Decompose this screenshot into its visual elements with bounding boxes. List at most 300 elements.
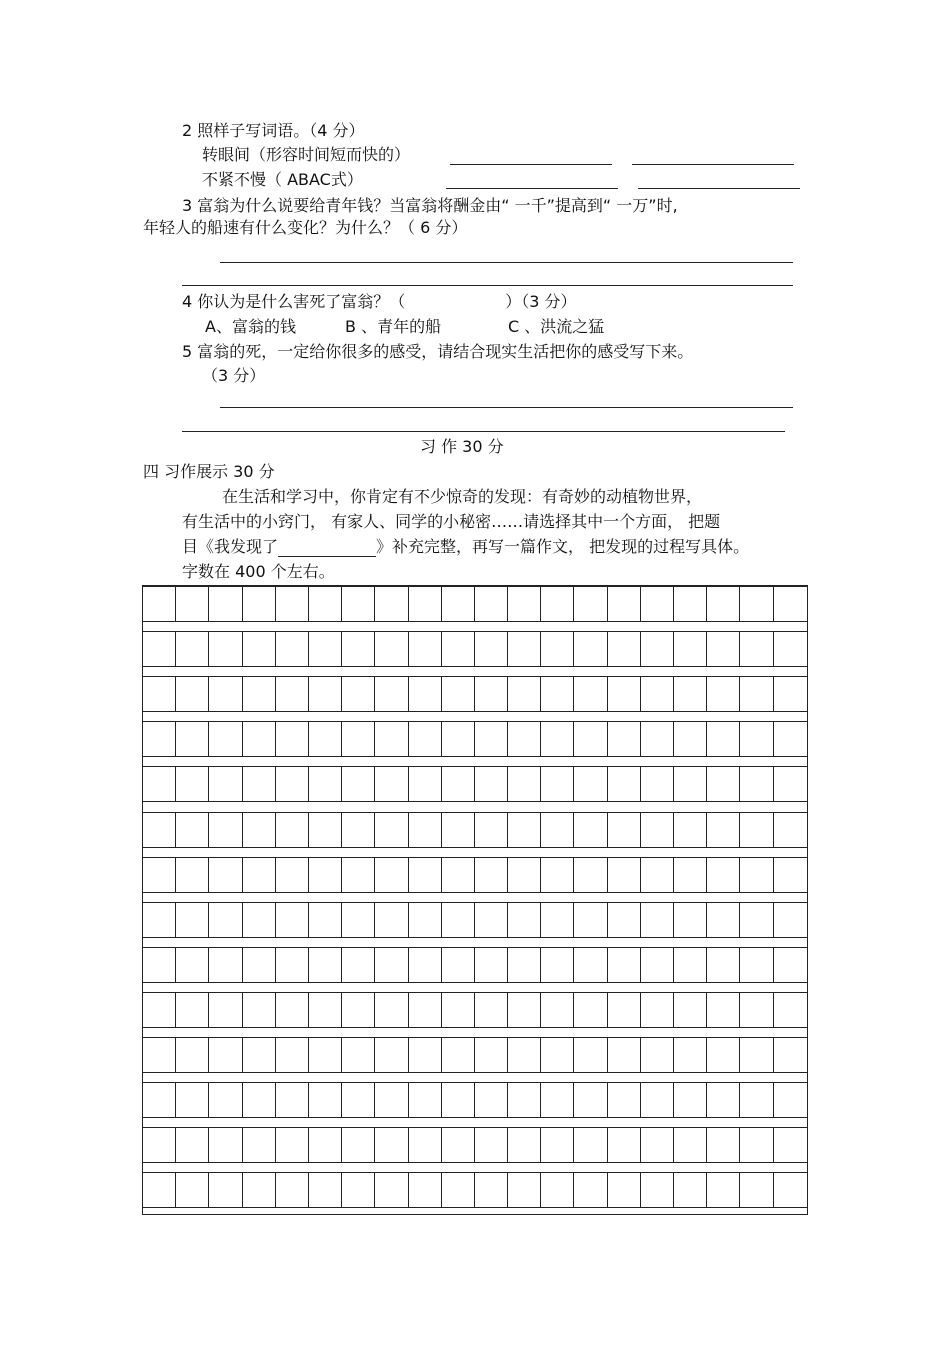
- grid-cell[interactable]: [342, 767, 375, 801]
- grid-cell[interactable]: [608, 1128, 641, 1162]
- grid-cell[interactable]: [276, 722, 309, 756]
- grid-cell[interactable]: [508, 1038, 541, 1072]
- grid-cell[interactable]: [574, 587, 607, 621]
- grid-cell[interactable]: [475, 858, 508, 892]
- grid-cell[interactable]: [276, 767, 309, 801]
- grid-cell[interactable]: [143, 632, 176, 666]
- grid-cell[interactable]: [740, 632, 773, 666]
- grid-cell[interactable]: [707, 767, 740, 801]
- grid-cell[interactable]: [442, 1173, 475, 1207]
- grid-cell[interactable]: [508, 587, 541, 621]
- grid-cell[interactable]: [442, 632, 475, 666]
- grid-cell[interactable]: [774, 632, 807, 666]
- grid-cell[interactable]: [674, 948, 707, 982]
- grid-cell[interactable]: [508, 993, 541, 1027]
- grid-cell[interactable]: [442, 903, 475, 937]
- grid-cell[interactable]: [276, 1083, 309, 1117]
- grid-cell[interactable]: [475, 767, 508, 801]
- grid-row[interactable]: [143, 902, 807, 938]
- grid-cell[interactable]: [740, 1173, 773, 1207]
- grid-cell[interactable]: [409, 948, 442, 982]
- grid-cell[interactable]: [243, 1128, 276, 1162]
- grid-row[interactable]: [143, 947, 807, 983]
- grid-cell[interactable]: [143, 993, 176, 1027]
- grid-cell[interactable]: [143, 587, 176, 621]
- grid-cell[interactable]: [342, 993, 375, 1027]
- grid-cell[interactable]: [475, 632, 508, 666]
- grid-cell[interactable]: [143, 948, 176, 982]
- grid-cell[interactable]: [774, 587, 807, 621]
- grid-cell[interactable]: [442, 677, 475, 711]
- grid-cell[interactable]: [674, 632, 707, 666]
- grid-cell[interactable]: [375, 587, 408, 621]
- grid-cell[interactable]: [608, 1083, 641, 1117]
- grid-cell[interactable]: [774, 993, 807, 1027]
- grid-cell[interactable]: [276, 903, 309, 937]
- grid-cell[interactable]: [774, 858, 807, 892]
- grid-cell[interactable]: [143, 1173, 176, 1207]
- grid-cell[interactable]: [243, 1083, 276, 1117]
- grid-cell[interactable]: [707, 948, 740, 982]
- grid-cell[interactable]: [574, 858, 607, 892]
- grid-cell[interactable]: [608, 767, 641, 801]
- grid-cell[interactable]: [508, 1083, 541, 1117]
- grid-cell[interactable]: [541, 587, 574, 621]
- grid-cell[interactable]: [707, 1128, 740, 1162]
- grid-cell[interactable]: [574, 632, 607, 666]
- grid-cell[interactable]: [276, 858, 309, 892]
- grid-row[interactable]: [143, 631, 807, 667]
- grid-cell[interactable]: [608, 813, 641, 847]
- grid-cell[interactable]: [674, 587, 707, 621]
- grid-cell[interactable]: [209, 632, 242, 666]
- grid-cell[interactable]: [740, 993, 773, 1027]
- grid-cell[interactable]: [209, 858, 242, 892]
- grid-cell[interactable]: [574, 677, 607, 711]
- grid-row[interactable]: [143, 676, 807, 712]
- grid-cell[interactable]: [574, 1083, 607, 1117]
- grid-cell[interactable]: [541, 632, 574, 666]
- grid-cell[interactable]: [508, 767, 541, 801]
- grid-cell[interactable]: [176, 722, 209, 756]
- grid-cell[interactable]: [674, 1128, 707, 1162]
- writing-grid[interactable]: [142, 585, 808, 1215]
- grid-cell[interactable]: [243, 722, 276, 756]
- grid-cell[interactable]: [641, 1038, 674, 1072]
- grid-cell[interactable]: [375, 948, 408, 982]
- grid-cell[interactable]: [641, 948, 674, 982]
- grid-cell[interactable]: [641, 722, 674, 756]
- grid-cell[interactable]: [508, 632, 541, 666]
- q2-row2-blank-1[interactable]: [446, 188, 618, 189]
- grid-cell[interactable]: [674, 903, 707, 937]
- grid-cell[interactable]: [674, 813, 707, 847]
- grid-cell[interactable]: [641, 813, 674, 847]
- grid-cell[interactable]: [276, 1038, 309, 1072]
- grid-cell[interactable]: [309, 1128, 342, 1162]
- grid-cell[interactable]: [209, 722, 242, 756]
- grid-row[interactable]: [143, 1127, 807, 1163]
- grid-cell[interactable]: [774, 813, 807, 847]
- grid-cell[interactable]: [176, 1038, 209, 1072]
- grid-cell[interactable]: [674, 993, 707, 1027]
- grid-cell[interactable]: [375, 767, 408, 801]
- grid-cell[interactable]: [508, 903, 541, 937]
- grid-cell[interactable]: [574, 722, 607, 756]
- grid-cell[interactable]: [641, 993, 674, 1027]
- grid-cell[interactable]: [475, 722, 508, 756]
- grid-cell[interactable]: [176, 903, 209, 937]
- grid-cell[interactable]: [774, 1128, 807, 1162]
- grid-cell[interactable]: [541, 993, 574, 1027]
- grid-cell[interactable]: [707, 813, 740, 847]
- grid-cell[interactable]: [707, 587, 740, 621]
- grid-cell[interactable]: [740, 1038, 773, 1072]
- grid-row[interactable]: [143, 1082, 807, 1118]
- grid-cell[interactable]: [442, 993, 475, 1027]
- grid-cell[interactable]: [176, 1128, 209, 1162]
- grid-cell[interactable]: [375, 722, 408, 756]
- grid-cell[interactable]: [143, 722, 176, 756]
- grid-cell[interactable]: [209, 587, 242, 621]
- grid-cell[interactable]: [674, 858, 707, 892]
- q2-row1-blank-2[interactable]: [632, 164, 794, 165]
- grid-cell[interactable]: [574, 948, 607, 982]
- grid-cell[interactable]: [375, 1083, 408, 1117]
- grid-cell[interactable]: [309, 903, 342, 937]
- grid-cell[interactable]: [243, 1038, 276, 1072]
- grid-cell[interactable]: [674, 1083, 707, 1117]
- grid-cell[interactable]: [475, 587, 508, 621]
- grid-cell[interactable]: [608, 677, 641, 711]
- grid-cell[interactable]: [475, 903, 508, 937]
- grid-cell[interactable]: [309, 632, 342, 666]
- grid-cell[interactable]: [143, 903, 176, 937]
- grid-cell[interactable]: [342, 948, 375, 982]
- grid-cell[interactable]: [243, 903, 276, 937]
- grid-cell[interactable]: [541, 1083, 574, 1117]
- grid-cell[interactable]: [641, 1128, 674, 1162]
- grid-cell[interactable]: [740, 587, 773, 621]
- grid-cell[interactable]: [243, 858, 276, 892]
- grid-cell[interactable]: [276, 993, 309, 1027]
- grid-cell[interactable]: [309, 858, 342, 892]
- grid-cell[interactable]: [309, 722, 342, 756]
- grid-cell[interactable]: [475, 1128, 508, 1162]
- grid-cell[interactable]: [641, 1083, 674, 1117]
- grid-cell[interactable]: [409, 1083, 442, 1117]
- grid-cell[interactable]: [276, 587, 309, 621]
- grid-cell[interactable]: [176, 993, 209, 1027]
- grid-cell[interactable]: [309, 1083, 342, 1117]
- grid-cell[interactable]: [342, 1128, 375, 1162]
- grid-cell[interactable]: [574, 1128, 607, 1162]
- grid-cell[interactable]: [409, 677, 442, 711]
- grid-cell[interactable]: [342, 858, 375, 892]
- grid-cell[interactable]: [243, 813, 276, 847]
- grid-cell[interactable]: [508, 948, 541, 982]
- grid-cell[interactable]: [176, 1173, 209, 1207]
- grid-cell[interactable]: [707, 993, 740, 1027]
- grid-cell[interactable]: [707, 722, 740, 756]
- grid-cell[interactable]: [176, 587, 209, 621]
- grid-row[interactable]: [143, 1037, 807, 1073]
- composition-title-blank[interactable]: [278, 540, 376, 557]
- grid-row[interactable]: [143, 721, 807, 757]
- grid-cell[interactable]: [475, 1038, 508, 1072]
- grid-cell[interactable]: [409, 903, 442, 937]
- grid-cell[interactable]: [442, 948, 475, 982]
- grid-cell[interactable]: [541, 858, 574, 892]
- grid-cell[interactable]: [674, 1038, 707, 1072]
- grid-cell[interactable]: [608, 1038, 641, 1072]
- grid-cell[interactable]: [375, 1173, 408, 1207]
- grid-cell[interactable]: [774, 677, 807, 711]
- grid-cell[interactable]: [243, 632, 276, 666]
- grid-cell[interactable]: [608, 587, 641, 621]
- grid-cell[interactable]: [276, 1128, 309, 1162]
- grid-cell[interactable]: [707, 1173, 740, 1207]
- q3-answer-line-2[interactable]: [182, 285, 793, 286]
- grid-cell[interactable]: [209, 903, 242, 937]
- grid-cell[interactable]: [409, 858, 442, 892]
- grid-cell[interactable]: [740, 813, 773, 847]
- grid-cell[interactable]: [541, 1128, 574, 1162]
- grid-cell[interactable]: [342, 1083, 375, 1117]
- grid-cell[interactable]: [740, 677, 773, 711]
- grid-cell[interactable]: [409, 1128, 442, 1162]
- grid-cell[interactable]: [309, 993, 342, 1027]
- grid-cell[interactable]: [342, 1173, 375, 1207]
- grid-cell[interactable]: [740, 767, 773, 801]
- grid-cell[interactable]: [409, 587, 442, 621]
- grid-cell[interactable]: [740, 1128, 773, 1162]
- grid-cell[interactable]: [608, 858, 641, 892]
- grid-cell[interactable]: [608, 948, 641, 982]
- grid-cell[interactable]: [674, 1173, 707, 1207]
- grid-cell[interactable]: [774, 1083, 807, 1117]
- grid-cell[interactable]: [740, 1083, 773, 1117]
- grid-cell[interactable]: [508, 858, 541, 892]
- grid-cell[interactable]: [442, 858, 475, 892]
- grid-cell[interactable]: [541, 813, 574, 847]
- grid-cell[interactable]: [774, 1173, 807, 1207]
- grid-cell[interactable]: [774, 767, 807, 801]
- grid-cell[interactable]: [574, 813, 607, 847]
- grid-cell[interactable]: [143, 1083, 176, 1117]
- grid-cell[interactable]: [209, 767, 242, 801]
- grid-cell[interactable]: [442, 767, 475, 801]
- grid-row[interactable]: [143, 586, 807, 622]
- grid-cell[interactable]: [375, 903, 408, 937]
- grid-cell[interactable]: [176, 1083, 209, 1117]
- grid-cell[interactable]: [309, 1038, 342, 1072]
- grid-cell[interactable]: [641, 587, 674, 621]
- grid-row[interactable]: [143, 992, 807, 1028]
- grid-cell[interactable]: [342, 813, 375, 847]
- grid-cell[interactable]: [641, 1173, 674, 1207]
- grid-cell[interactable]: [176, 632, 209, 666]
- grid-cell[interactable]: [641, 767, 674, 801]
- grid-cell[interactable]: [309, 813, 342, 847]
- grid-cell[interactable]: [475, 813, 508, 847]
- q3-answer-line-1[interactable]: [220, 262, 793, 263]
- grid-cell[interactable]: [707, 858, 740, 892]
- grid-cell[interactable]: [442, 1038, 475, 1072]
- grid-cell[interactable]: [309, 767, 342, 801]
- grid-cell[interactable]: [641, 677, 674, 711]
- grid-cell[interactable]: [740, 948, 773, 982]
- grid-cell[interactable]: [541, 767, 574, 801]
- grid-cell[interactable]: [143, 767, 176, 801]
- grid-cell[interactable]: [740, 722, 773, 756]
- grid-cell[interactable]: [143, 1038, 176, 1072]
- grid-cell[interactable]: [475, 993, 508, 1027]
- grid-cell[interactable]: [409, 993, 442, 1027]
- grid-cell[interactable]: [375, 993, 408, 1027]
- grid-cell[interactable]: [143, 1128, 176, 1162]
- grid-cell[interactable]: [508, 813, 541, 847]
- grid-cell[interactable]: [176, 858, 209, 892]
- grid-cell[interactable]: [243, 767, 276, 801]
- grid-cell[interactable]: [608, 722, 641, 756]
- grid-cell[interactable]: [243, 948, 276, 982]
- grid-cell[interactable]: [641, 858, 674, 892]
- grid-cell[interactable]: [342, 677, 375, 711]
- grid-cell[interactable]: [209, 813, 242, 847]
- grid-cell[interactable]: [243, 677, 276, 711]
- grid-cell[interactable]: [243, 1173, 276, 1207]
- grid-cell[interactable]: [342, 722, 375, 756]
- grid-cell[interactable]: [707, 903, 740, 937]
- grid-cell[interactable]: [475, 677, 508, 711]
- grid-row[interactable]: [143, 1172, 807, 1208]
- grid-cell[interactable]: [276, 632, 309, 666]
- grid-cell[interactable]: [442, 813, 475, 847]
- grid-cell[interactable]: [442, 722, 475, 756]
- grid-cell[interactable]: [541, 948, 574, 982]
- grid-cell[interactable]: [209, 1128, 242, 1162]
- grid-cell[interactable]: [541, 903, 574, 937]
- q2-row1-blank-1[interactable]: [450, 164, 612, 165]
- grid-cell[interactable]: [375, 677, 408, 711]
- grid-cell[interactable]: [176, 677, 209, 711]
- grid-cell[interactable]: [375, 1128, 408, 1162]
- grid-cell[interactable]: [740, 903, 773, 937]
- grid-cell[interactable]: [508, 677, 541, 711]
- grid-cell[interactable]: [342, 1038, 375, 1072]
- grid-cell[interactable]: [209, 993, 242, 1027]
- grid-cell[interactable]: [475, 1083, 508, 1117]
- grid-cell[interactable]: [409, 813, 442, 847]
- grid-cell[interactable]: [707, 632, 740, 666]
- grid-cell[interactable]: [674, 677, 707, 711]
- grid-cell[interactable]: [276, 813, 309, 847]
- grid-cell[interactable]: [774, 948, 807, 982]
- grid-cell[interactable]: [774, 722, 807, 756]
- grid-cell[interactable]: [143, 858, 176, 892]
- grid-cell[interactable]: [209, 1083, 242, 1117]
- grid-cell[interactable]: [574, 993, 607, 1027]
- grid-cell[interactable]: [176, 948, 209, 982]
- grid-cell[interactable]: [608, 632, 641, 666]
- grid-cell[interactable]: [209, 677, 242, 711]
- grid-cell[interactable]: [276, 948, 309, 982]
- grid-cell[interactable]: [574, 903, 607, 937]
- grid-cell[interactable]: [176, 813, 209, 847]
- q5-answer-line-1[interactable]: [220, 407, 793, 408]
- grid-cell[interactable]: [674, 722, 707, 756]
- grid-cell[interactable]: [674, 767, 707, 801]
- grid-cell[interactable]: [276, 1173, 309, 1207]
- grid-cell[interactable]: [541, 677, 574, 711]
- grid-cell[interactable]: [707, 1038, 740, 1072]
- grid-cell[interactable]: [707, 1083, 740, 1117]
- grid-cell[interactable]: [309, 587, 342, 621]
- grid-cell[interactable]: [541, 1173, 574, 1207]
- grid-cell[interactable]: [508, 1128, 541, 1162]
- grid-cell[interactable]: [342, 903, 375, 937]
- grid-cell[interactable]: [342, 587, 375, 621]
- grid-cell[interactable]: [176, 767, 209, 801]
- grid-cell[interactable]: [309, 677, 342, 711]
- grid-cell[interactable]: [574, 1173, 607, 1207]
- grid-cell[interactable]: [475, 948, 508, 982]
- grid-cell[interactable]: [442, 1128, 475, 1162]
- grid-cell[interactable]: [143, 677, 176, 711]
- grid-cell[interactable]: [409, 767, 442, 801]
- grid-cell[interactable]: [309, 948, 342, 982]
- grid-cell[interactable]: [608, 1173, 641, 1207]
- grid-cell[interactable]: [541, 722, 574, 756]
- grid-cell[interactable]: [541, 1038, 574, 1072]
- q5-answer-line-2[interactable]: [182, 431, 785, 432]
- grid-cell[interactable]: [143, 813, 176, 847]
- grid-cell[interactable]: [375, 858, 408, 892]
- grid-row[interactable]: [143, 766, 807, 802]
- grid-cell[interactable]: [508, 1173, 541, 1207]
- grid-cell[interactable]: [209, 1173, 242, 1207]
- grid-cell[interactable]: [342, 632, 375, 666]
- grid-cell[interactable]: [707, 677, 740, 711]
- grid-cell[interactable]: [442, 1083, 475, 1117]
- q2-row2-blank-2[interactable]: [638, 188, 800, 189]
- grid-cell[interactable]: [409, 632, 442, 666]
- grid-cell[interactable]: [774, 903, 807, 937]
- grid-cell[interactable]: [475, 1173, 508, 1207]
- grid-cell[interactable]: [508, 722, 541, 756]
- grid-cell[interactable]: [309, 1173, 342, 1207]
- grid-cell[interactable]: [243, 587, 276, 621]
- grid-cell[interactable]: [740, 858, 773, 892]
- grid-cell[interactable]: [409, 722, 442, 756]
- grid-cell[interactable]: [574, 767, 607, 801]
- grid-cell[interactable]: [442, 587, 475, 621]
- grid-row[interactable]: [143, 857, 807, 893]
- grid-cell[interactable]: [209, 948, 242, 982]
- grid-cell[interactable]: [375, 813, 408, 847]
- grid-cell[interactable]: [276, 677, 309, 711]
- grid-cell[interactable]: [608, 903, 641, 937]
- grid-cell[interactable]: [409, 1173, 442, 1207]
- grid-cell[interactable]: [641, 903, 674, 937]
- grid-row[interactable]: [143, 812, 807, 848]
- grid-cell[interactable]: [574, 1038, 607, 1072]
- grid-cell[interactable]: [243, 993, 276, 1027]
- grid-cell[interactable]: [375, 632, 408, 666]
- grid-cell[interactable]: [209, 1038, 242, 1072]
- grid-cell[interactable]: [409, 1038, 442, 1072]
